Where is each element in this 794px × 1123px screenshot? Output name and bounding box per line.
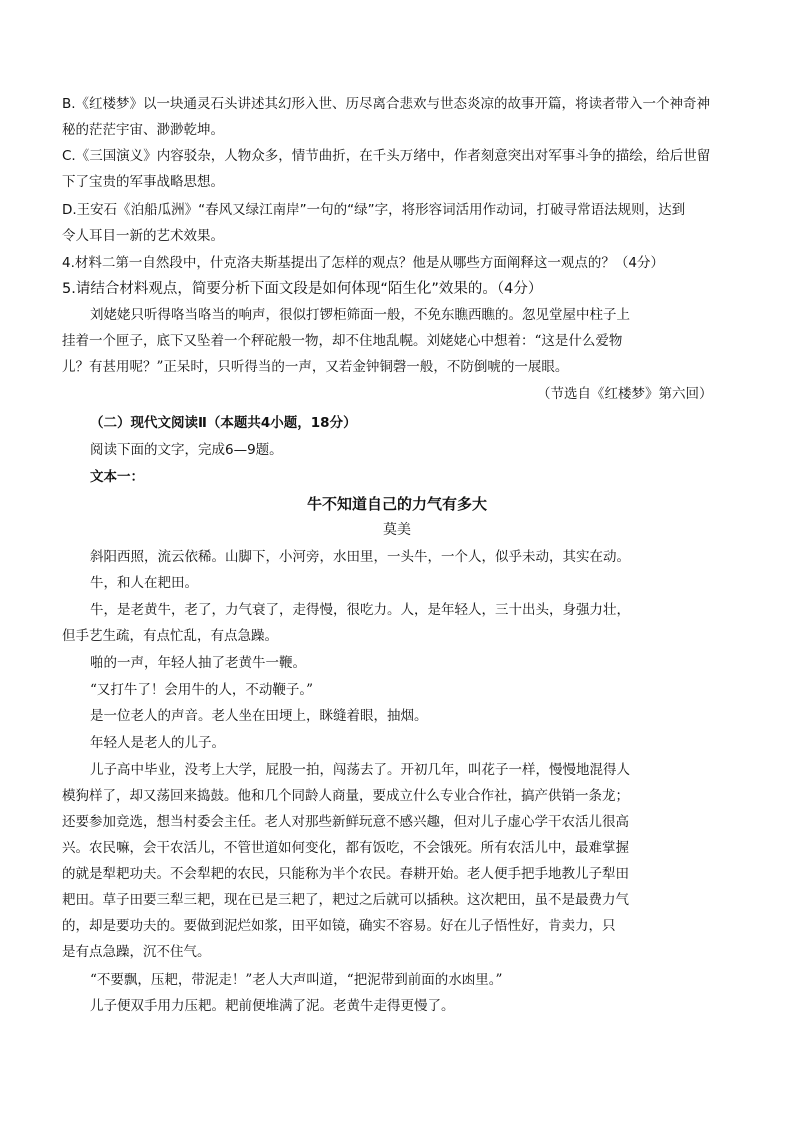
excerpt-line-3: 儿？有甚用呢？”正呆时，只听得当的一声，又若金钟铜磬一般，不防倒唬的一展眼。 <box>62 359 569 375</box>
reading-instruction: 阅读下面的文字，完成6—9题。 <box>90 442 283 458</box>
story-line: 啪的一声，年轻人抽了老黄牛一鞭。 <box>90 655 306 671</box>
story-line: 牛，和人在耙田。 <box>90 575 198 591</box>
story-title: 牛不知道自己的力气有多大 <box>306 495 487 513</box>
text-label: 文本一： <box>90 469 144 485</box>
story-line: 耙田。草子田要三犁三耙，现在已是三耙了，耙过之后就可以插秧。这次耙田，虽不是最费力气 <box>62 892 629 908</box>
story-line: 还要参加竞选，想当村委会主任。老人对那些新鲜玩意不感兴趣，但对儿子虚心学干农活儿很高 <box>62 814 629 830</box>
story-line: 是一位老人的声音。老人坐在田埂上，眯缝着眼，抽烟。 <box>90 708 428 724</box>
excerpt-line-1: 刘姥姥只听得咯当咯当的响声，很似打锣柜筛面一般，不免东瞧西瞧的。忽见堂屋中柱子上 <box>90 307 630 323</box>
story-line: 儿子高中毕业，没考上大学，屁股一拍，闯荡去了。开初几年，叫花子一样，慢慢地混得人 <box>90 762 630 778</box>
section-heading: （二）现代文阅读Ⅱ（本题共4小题，18分） <box>90 415 357 431</box>
story-line: “不要飘，压耙，带泥走！”老人大声叫道，“把泥带到前面的水凼里。” <box>90 972 503 988</box>
story-line: 模狗样了，却又荡回来捣鼓。他和几个同龄人商量，要成立什么专业合作社，搞产供销一条龙； <box>62 788 629 804</box>
story-line: 但手艺生疏，有点忙乱，有点急躁。 <box>62 628 278 644</box>
story-line: 的就是犁耙功夫。不会犁耙的农民，只能称为半个农民。春耕开始。老人便手把手地教儿子犁田 <box>62 866 629 882</box>
question-5: 5.请结合材料观点，简要分析下面文段是如何体现“陌生化”效果的。（4分） <box>62 281 543 297</box>
option-c-line-1: C.《三国演义》内容驳杂，人物众多，情节曲折，在千头万绪中，作者刻意突出对军事斗争的描绘，给后世留 <box>62 148 711 164</box>
story-line: 牛，是老黄牛，老了，力气衰了，走得慢，很吃力。人，是年轻人，三十出头，身强力壮， <box>90 602 630 618</box>
story-line: 斜阳西照，流云依稀。山脚下，小河旁，水田里，一头牛，一个人，似乎未动，其实在动。 <box>90 549 630 565</box>
excerpt-source: （节选自《红楼梦》第六回） <box>537 386 713 402</box>
option-b-line-1: B.《红楼梦》以一块通灵石头讲述其幻形入世、历尽离合悲欢与世态炎凉的故事开篇，将读者带入一个神奇神 <box>62 96 711 112</box>
option-b-line-2: 秘的茫茫宇宙、渺渺乾坤。 <box>62 122 224 138</box>
story-line: 年轻人是老人的儿子。 <box>90 735 225 751</box>
story-line: 儿子便双手用力压耙。耙前便堆满了泥。老黄牛走得更慢了。 <box>90 998 455 1014</box>
story-line: 兴。农民嘛，会干农活儿，不管世道如何变化，都有饭吃，不会饿死。所有农活儿中，最难掌握 <box>62 840 629 856</box>
story-line: “又打牛了！会用牛的人，不动鞭子。” <box>90 682 314 698</box>
question-4: 4.材料二第一自然段中，什克洛夫斯基提出了怎样的观点？他是从哪些方面阐释这一观点的？（4分） <box>62 255 664 271</box>
option-c-line-2: 下了宝贵的军事战略思想。 <box>62 174 224 190</box>
option-d-line-2: 令人耳目一新的艺术效果。 <box>62 228 224 244</box>
story-line: 的，却是要功夫的。要做到泥烂如浆，田平如镜，确实不容易。好在儿子悟性好，肯卖力，只 <box>62 918 616 934</box>
story-author: 莫美 <box>383 522 411 538</box>
excerpt-line-2: 挂着一个匣子，底下又坠着一个秤砣般一物，却不住地乱幌。刘姥姥心中想着：“这是什么爱物 <box>62 333 623 349</box>
story-line: 是有点急躁，沉不住气。 <box>62 944 211 960</box>
option-d-line-1: D.王安石《泊船瓜洲》“春风又绿江南岸”一句的“绿”字，将形容词活用作动词，打破寻常语法规则，达到 <box>62 202 686 218</box>
